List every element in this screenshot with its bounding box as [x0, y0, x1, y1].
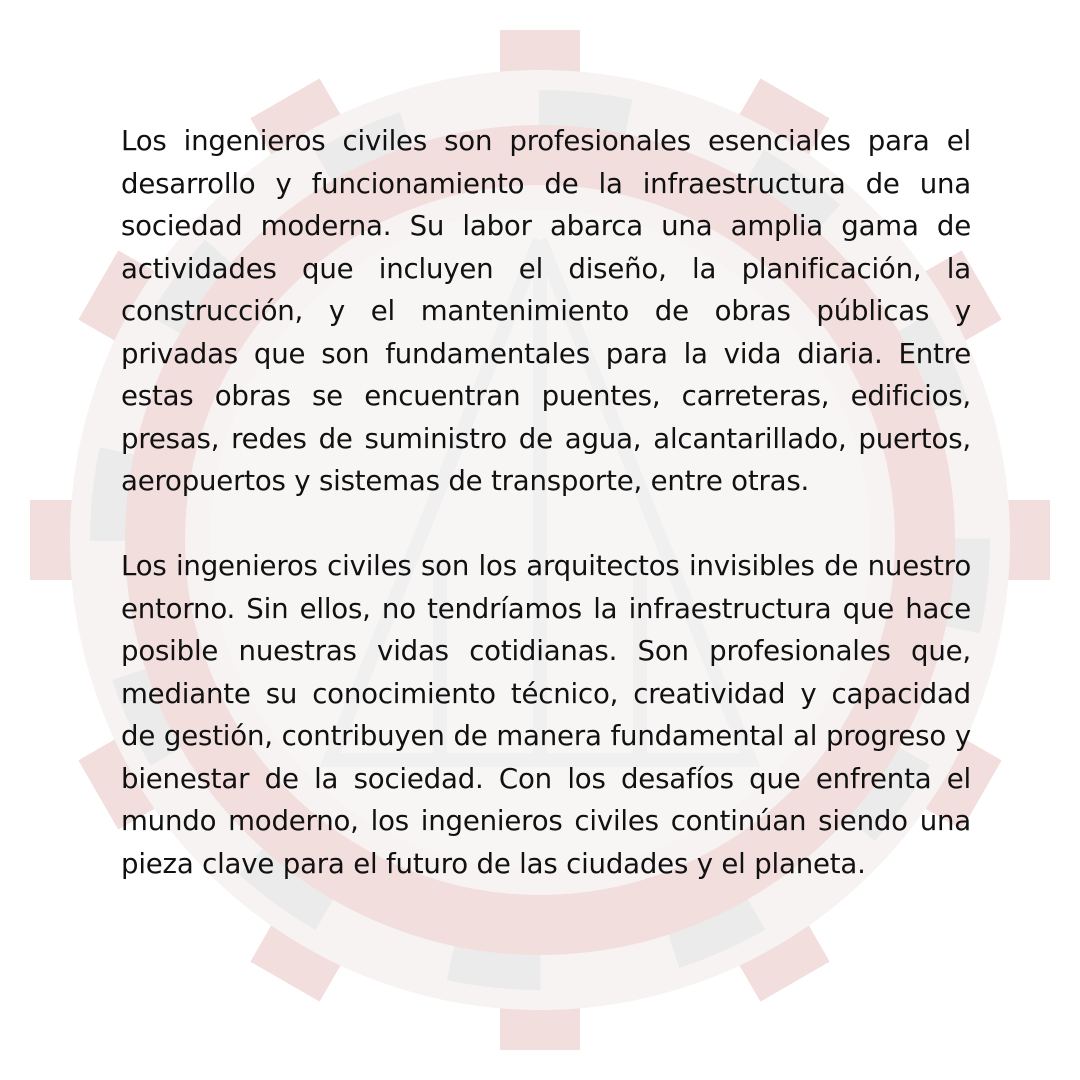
paragraph-1: Los ingenieros civiles son profesionales esenciales para el desarrollo y funcionamiento de la infraestructura de una sociedad moderna. Su labor abarca una amplia gama de actividades que incluyen el diseño, la planificación, la construcción, y el mantenimiento de obras públicas y privadas que son fundamentales para la vida diaria. Entre estas obras se encuentran puentes, carreteras, edificios, presas, redes de suministro de agua, alcantarillado, puertos, aeropuertos y sistemas de transporte, entre otras.	[121, 124, 971, 497]
paragraph-2: Los ingenieros civiles son los arquitectos invisibles de nuestro entorno. Sin ellos, no tendríamos la infraestructura que hace posible nuestras vidas cotidianas. Son profesionales que, mediante su conocimiento técnico, creatividad y capacidad de gestión, contribuyen de manera fundamental al progreso y bienestar de la sociedad. Con los desafíos que enfrenta el mundo moderno, los ingenieros civiles continúan siendo una pieza clave para el futuro de las ciudades y el planeta.	[121, 549, 971, 880]
article-body	[121, 120, 971, 885]
